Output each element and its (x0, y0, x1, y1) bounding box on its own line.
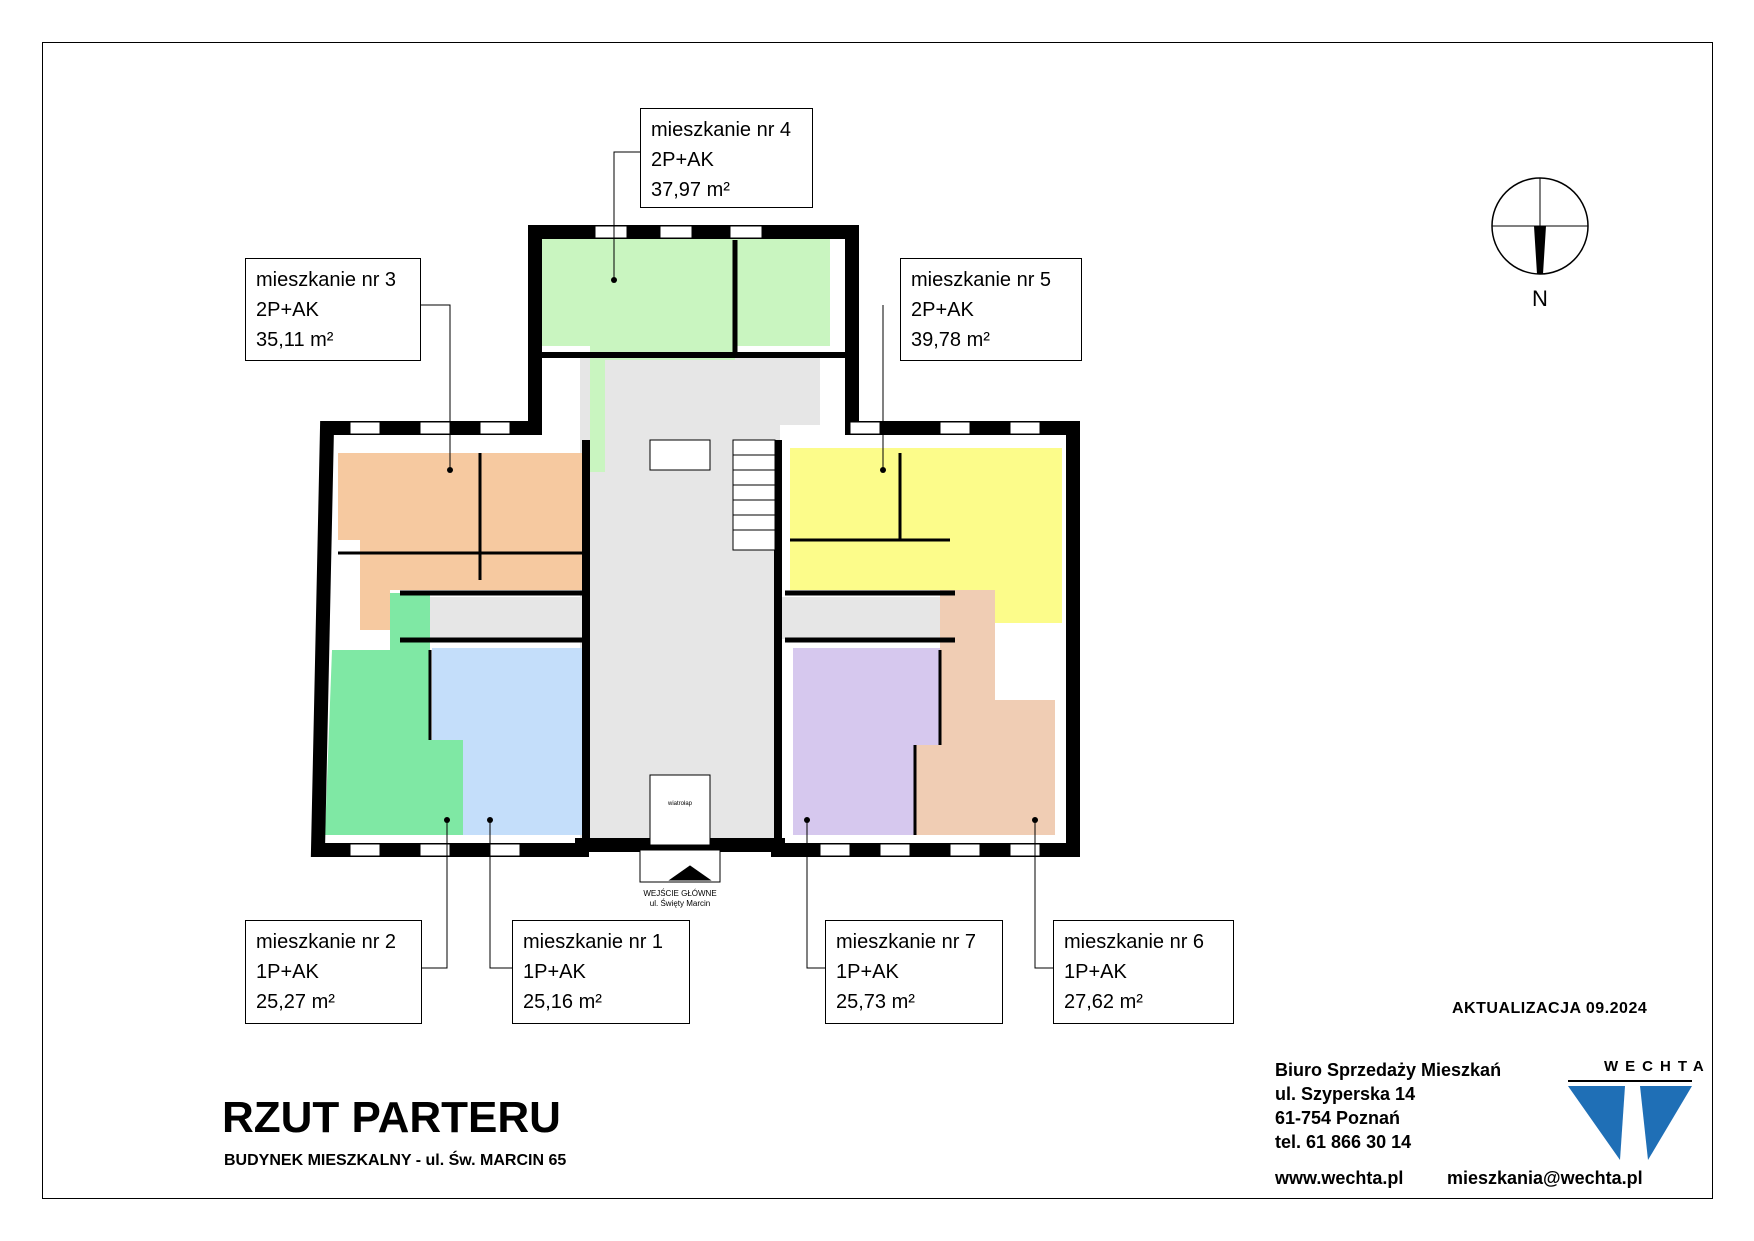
apartment-rooms: 2P+AK (911, 299, 974, 321)
apartment-name: mieszkanie nr 2 (256, 931, 397, 953)
staircase-hall (580, 355, 780, 845)
sales-office (1275, 1058, 1501, 1154)
apartment-name: mieszkanie nr 1 (523, 931, 664, 953)
apartment-rooms: 1P+AK (836, 961, 899, 983)
north-label: N (1532, 286, 1548, 311)
apartment-rooms: 2P+AK (651, 149, 714, 171)
apartment-area: 25,27 m² (256, 991, 335, 1013)
apartment-name: mieszkanie nr 3 (256, 269, 397, 291)
apartment-7-label (825, 920, 1003, 1024)
apartment-area: 35,11 m² (256, 329, 334, 351)
apartment-5-area (790, 448, 1062, 623)
apartment-name: mieszkanie nr 6 (1064, 931, 1205, 953)
main-entrance (640, 775, 720, 882)
update-date: AKTUALIZACJA 09.2024 (1452, 1000, 1648, 1017)
entrance-street: ul. Święty Marcin (649, 899, 711, 908)
entrance-label (636, 889, 724, 909)
apartment-3-label (245, 258, 421, 361)
website-link[interactable]: www.wechta.pl (1275, 1168, 1404, 1188)
apartment-area: 39,78 m² (911, 329, 990, 351)
apartment-rooms: 2P+AK (256, 299, 319, 321)
office-street: ul. Szyperska 14 (1275, 1084, 1416, 1104)
apartment-area: 25,73 m² (836, 991, 915, 1013)
corridor-left (410, 597, 595, 639)
apartment-name: mieszkanie nr 4 (651, 119, 792, 141)
apartment-4-label (640, 108, 813, 208)
page-subtitle: BUDYNEK MIESZKALNY - ul. Św. MARCIN 65 (224, 1152, 567, 1169)
apartment-6-label (1053, 920, 1234, 1024)
apartment-rooms: 1P+AK (1064, 961, 1127, 983)
north-arrow-icon (1492, 178, 1588, 274)
email-link[interactable]: mieszkania@wechta.pl (1447, 1168, 1643, 1188)
entrance-title: WEJŚCIE GŁÓWNE (643, 889, 717, 898)
vestibule-right (780, 355, 820, 425)
apartment-name: mieszkanie nr 7 (836, 931, 977, 953)
page-title: RZUT PARTERU (222, 1093, 561, 1142)
office-phone: tel. 61 866 30 14 (1275, 1132, 1412, 1152)
wechta-logo (1568, 1081, 1692, 1160)
apartment-5-label (900, 258, 1082, 361)
apartment-rooms: 1P+AK (256, 961, 319, 983)
office-city: 61-754 Poznań (1275, 1108, 1401, 1128)
corridor-right (780, 597, 950, 639)
apartment-area: 25,16 m² (523, 991, 602, 1013)
apartment-name: mieszkanie nr 5 (911, 269, 1052, 291)
apartment-area: 27,62 m² (1064, 991, 1143, 1013)
apartment-2-label (245, 920, 422, 1024)
apartment-area: 37,97 m² (651, 179, 730, 201)
vestibule-label: wiatrołap (667, 801, 692, 807)
logo-text: WECHTA (1604, 1058, 1711, 1075)
office-name: Biuro Sprzedaży Mieszkań (1275, 1060, 1502, 1080)
apartment-rooms: 1P+AK (523, 961, 586, 983)
apartment-1-label (512, 920, 690, 1024)
